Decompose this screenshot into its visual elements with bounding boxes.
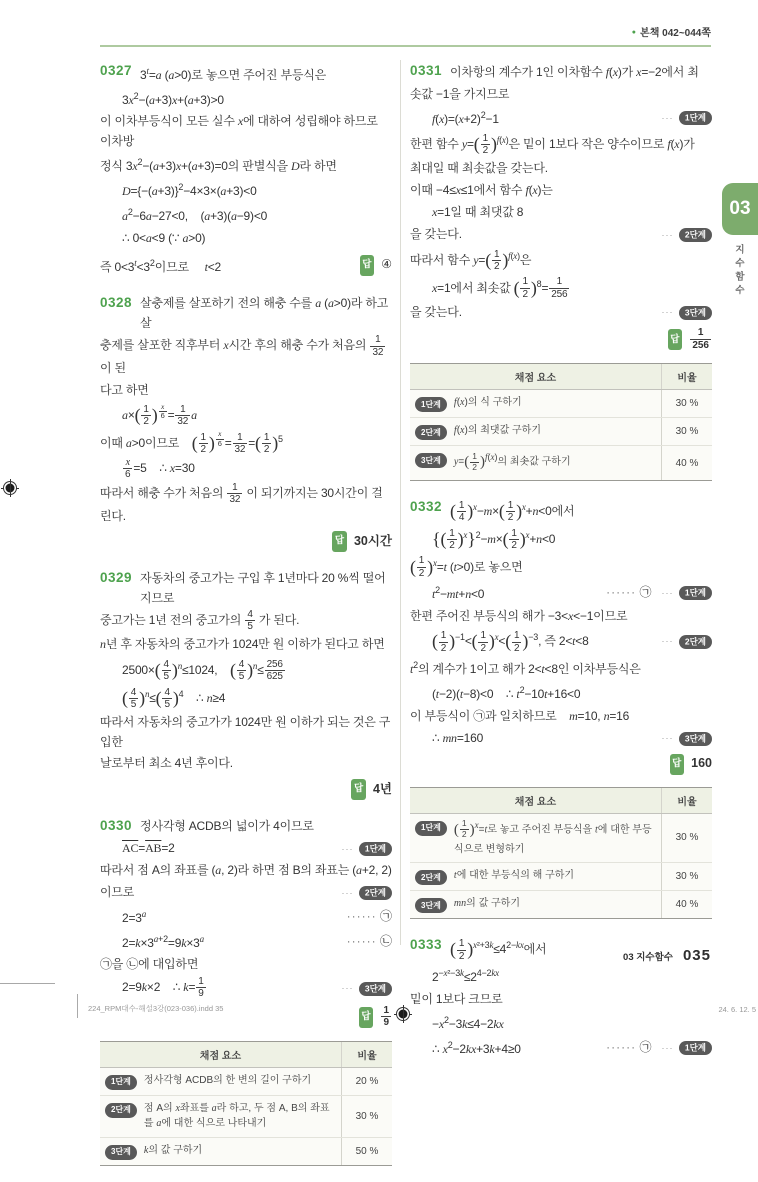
criteria-text: y=( $\frac{1}{2}$ )$^{f(x)}$의 최솟값 구하기 xyxy=(453,450,571,472)
solution-line xyxy=(100,334,392,378)
answer-line xyxy=(100,779,392,800)
solution-text: 2=9k×2 ∴ k= $\frac{1}{9}$ xyxy=(122,975,204,1000)
grading-table-row xyxy=(410,418,712,446)
header-note: 본책 042~044쪽 xyxy=(640,28,711,39)
solution-text: ∴ mn=160 xyxy=(432,730,484,745)
grading-table xyxy=(410,787,712,920)
solution-text: 날로부터 최소 4년 후이다. xyxy=(100,756,233,771)
line-annotation: ··· 2단계 xyxy=(656,224,713,245)
solution-text: x=1에서 최솟값 ( $\frac{1}{2}$ )$^8$= $\frac{1}{256}$ xyxy=(432,276,568,300)
solution-line xyxy=(100,61,392,85)
line-annotation: ······ ㉠ xyxy=(346,908,392,923)
solution-line xyxy=(410,963,712,987)
solution-line xyxy=(100,816,392,837)
solution-line xyxy=(100,860,392,881)
solution-text: 이 부등식이 ㉠과 일치하므로 m=10, n=16 xyxy=(410,708,630,723)
solution-line xyxy=(100,293,392,333)
solution-text: 솟값 −1을 가지므로 xyxy=(410,86,510,101)
solution-line xyxy=(410,680,712,704)
line-annotation: 답 $\frac{1}{9}$ xyxy=(353,1005,392,1029)
header-rule xyxy=(100,45,711,47)
stage-badge: 2단계 xyxy=(105,1103,137,1118)
chapter-tab-number: 03 xyxy=(729,198,751,219)
solution-text: 한편 주어진 부등식의 해가 −3<x<−1이므로 xyxy=(410,608,628,623)
solution-text: 따라서 해충 수가 처음의 $\frac{1}{32}$ 이 되기까지는 30시간이 걸린다. xyxy=(100,481,383,523)
solution-text: 이 이차부등식이 모든 실수 x에 대하여 성립해야 하므로 이차방 xyxy=(100,114,378,148)
criteria-text: f(x)의 식 구하기 xyxy=(453,397,522,409)
print-divider xyxy=(77,994,78,1018)
solution-line xyxy=(410,246,712,273)
solution-text: 을 갖는다. xyxy=(410,227,462,242)
solution-line xyxy=(410,497,712,524)
solution-line xyxy=(410,525,712,552)
grading-table-row xyxy=(410,891,712,918)
solution-line xyxy=(100,379,392,400)
grading-table-header xyxy=(100,1042,392,1068)
solution-text: 한편 함수 y=( $\frac{1}{2}$ )$^{f(x)}$은 밑이 1보다 작은 양수이므로 f(x)가 xyxy=(410,132,695,157)
footer-page-number: 035 xyxy=(682,947,711,964)
solution-text: $2=3^a$ xyxy=(122,908,147,925)
answer-line xyxy=(410,753,712,774)
solution-text: ( $\frac{1}{2}$ )$^x$=t (t>0)로 놓으면 xyxy=(410,555,523,579)
solution-text: ( $\frac{4}{5}$ )$^n$≤( $\frac{4}{5}$ )$^4$ ∴ n≥4 xyxy=(122,686,226,711)
bullet-icon: ● xyxy=(631,29,637,36)
line-annotation: 답 160 xyxy=(664,753,712,774)
solution-text: ( $\frac{1}{2}$ )$^{x^2+3k}\le 4^{2-kx}$에서 xyxy=(450,938,547,962)
answer-line xyxy=(100,531,392,552)
solution-line xyxy=(410,158,712,179)
solution-line xyxy=(410,1010,712,1034)
solution-text: 즉 $0<3^t<3^2$이므로 t<2 xyxy=(100,258,222,274)
problem-0327 xyxy=(100,61,392,277)
page-footer xyxy=(100,947,711,964)
solution-text: ㉠을 ㉡에 대입하면 xyxy=(100,957,199,972)
solution-text: 중고가는 1년 전의 중고가의 $\frac{4}{5}$ 가 된다. xyxy=(100,608,300,633)
solution-line xyxy=(410,61,712,82)
solution-text: ∴ 0<a<9 (∵ a>0) xyxy=(122,230,206,245)
registration-mark-left xyxy=(1,479,19,497)
criteria-text: mn의 값 구하기 xyxy=(453,898,520,910)
grading-table xyxy=(100,1041,392,1166)
stage-badge: 3단계 xyxy=(105,1145,137,1160)
solution-line xyxy=(100,202,392,226)
solution-line xyxy=(410,988,712,1009)
problem-number: 0327 xyxy=(100,63,133,78)
solution-text: 따라서 점 A의 좌표를 (a, 2)라 하면 점 B의 좌표는 (a+2, 2) xyxy=(100,863,392,878)
ratio-value: 30 % xyxy=(341,1096,392,1137)
ratio-value: 30 % xyxy=(661,390,712,417)
line-annotation: ··· 3단계 xyxy=(656,727,713,748)
solution-line xyxy=(100,656,392,683)
ratio-value: 30 % xyxy=(661,814,712,863)
problem-0328 xyxy=(100,293,392,552)
solution-line xyxy=(410,605,712,626)
solution-line xyxy=(410,1035,712,1059)
solution-text: (t−2)(t−8)<0 ∴ $t^2-10t+16<0$ xyxy=(432,685,581,702)
solution-line xyxy=(410,83,712,104)
stage-badge: 3단계 xyxy=(415,453,447,468)
solution-line xyxy=(410,627,712,654)
criteria-header: 채점 요소 xyxy=(514,373,557,385)
footer-chapter: 03 지수함수 xyxy=(623,952,673,963)
grading-table-row xyxy=(410,390,712,418)
line-annotation: ··· 1단계 xyxy=(336,838,393,859)
solution-text: ( $\frac{1}{2}$ )$^{-1}$<( $\frac{1}{2}$ )$^x$<( $\frac{1}{2}$ )$^{-3}$, 즉 2<t<8 xyxy=(432,630,589,654)
solution-line xyxy=(410,727,712,748)
solution-line xyxy=(410,130,712,157)
solution-text: $a^2-6a-27<0$, (a+3)(a−9)<0 xyxy=(122,207,268,223)
criteria-text: ( $\frac{1}{2}$ )$^x$=t로 놓고 주어진 부등식을 t에 대한 부등식으로 변형하기 xyxy=(453,817,652,855)
line-annotation: 답 4년 xyxy=(345,779,392,800)
solution-line xyxy=(410,553,712,580)
solution-text: $t^2$의 계수가 1이고 해가 2<t<8인 이차부등식은 xyxy=(410,660,641,677)
solution-text: 2500×( $\frac{4}{5}$ )$^n$≤1024, ( $\frac{4}{5}$ )$^n$≤ $\frac{256}{625}$ xyxy=(122,658,283,683)
ratio-value: 40 % xyxy=(661,891,712,918)
solution-text: a×( $\frac{1}{2}$ ) $^{\frac{x}{6}}$ = $\frac{1}{32}$ a xyxy=(122,401,197,428)
grading-table-header xyxy=(410,364,712,390)
solution-text: $\frac{x}{6}$ =5 ∴ x=30 xyxy=(125,456,195,481)
solution-text: 따라서 함수 y=( $\frac{1}{2}$ )$^{f(x)}$은 xyxy=(410,248,532,273)
criteria-header: 채점 요소 xyxy=(514,796,557,808)
problem-0329 xyxy=(100,568,392,800)
problem-number: 0330 xyxy=(100,817,133,833)
trim-mark xyxy=(0,983,55,984)
problem-number: 0332 xyxy=(410,498,443,514)
grading-table-row xyxy=(100,1068,392,1096)
grading-table-row xyxy=(410,446,712,479)
solution-line xyxy=(100,684,392,711)
solution-line xyxy=(100,111,392,151)
solution-line xyxy=(100,568,392,608)
solution-line xyxy=(100,86,392,110)
solution-text: $t^2-mt+n<0$ xyxy=(432,585,485,602)
solution-text: 정사각형 ACDB의 넓이가 4이므로 xyxy=(140,819,314,834)
line-annotation: ······ ㉠ ··· 1단계 xyxy=(600,1037,712,1058)
solution-text: $\overline{AC}=\overline{AB}=2$ xyxy=(122,841,175,856)
answer-line xyxy=(100,253,392,277)
solution-text: $-x^2-3k\le 4-2kx$ xyxy=(432,1015,504,1032)
ratio-value: 30 % xyxy=(661,863,712,890)
problem-0332 xyxy=(410,497,712,920)
solution-text: 이때 a>0이므로 ( $\frac{1}{2}$ ) $^{\frac{x}{6}}$ = $\frac{1}{32}$ =( $\frac{1}{2}$ )$^5$ xyxy=(100,429,283,456)
solution-text: 최대일 때 최솟값을 갖는다. xyxy=(410,161,548,176)
solution-text: 이때 −4≤x≤1에서 함수 f(x)는 xyxy=(410,183,553,198)
line-annotation: 답 $\frac{1}{256}$ xyxy=(662,327,712,351)
solution-line xyxy=(100,882,392,903)
stage-badge: 2단계 xyxy=(415,425,447,440)
grading-table-row xyxy=(100,1138,392,1165)
solution-text: $D=\{-(a+3)\}^2-4\times 3\times(a+3)<0$ xyxy=(122,182,257,198)
solution-text: 살충제를 살포하기 전의 해충 수를 a (a>0)라 하고 살 xyxy=(140,296,389,330)
criteria-text: 정사각형 ACDB의 한 변의 길이 구하기 xyxy=(143,1074,312,1086)
grading-table-row xyxy=(410,814,712,864)
grading-table xyxy=(410,363,712,480)
solution-text: ( $\frac{1}{4}$ )$^x$−m×( $\frac{1}{2}$ )$^x$+n<0에서 xyxy=(450,499,575,524)
solution-line xyxy=(410,274,712,301)
criteria-text: t에 대한 부등식의 해 구하기 xyxy=(453,870,575,882)
solution-text: 정식 $3x^2-(a+3)x+(a+3)=0$의 판별식을 D라 하면 xyxy=(100,157,337,173)
ratio-value: 40 % xyxy=(661,446,712,479)
right-column xyxy=(410,60,712,1075)
problem-number: 0328 xyxy=(100,295,133,310)
solution-text: $3^t=a$ (a>0)로 놓으면 주어진 부등식은 xyxy=(140,66,327,82)
solution-line xyxy=(100,634,392,655)
solution-text: 이므로 xyxy=(100,885,135,900)
solution-line xyxy=(100,712,392,752)
criteria-text: k의 값 구하기 xyxy=(143,1144,203,1156)
solution-text: 이차항의 계수가 1인 이차함수 f(x)가 x=−2에서 최 xyxy=(450,64,699,79)
solution-text: $3x^2-(a+3)x+(a+3)>0$ xyxy=(122,91,224,107)
solution-text: 밑이 1보다 크므로 xyxy=(410,991,503,1006)
criteria-text: 점 A의 x좌표를 a라 하고, 두 점 A, B의 좌표를 a에 대한 식으로 나타내기 xyxy=(143,1102,330,1130)
solution-line xyxy=(100,838,392,859)
solution-line xyxy=(100,401,392,428)
ratio-header: 비율 xyxy=(661,364,712,389)
solution-text: $2=k\times 3^{a+2}=9k\times 3^a$ xyxy=(122,933,204,950)
line-annotation: ··· 3단계 xyxy=(336,977,393,998)
solution-line xyxy=(100,177,392,201)
stage-badge: 1단계 xyxy=(415,821,447,836)
solution-line xyxy=(410,580,712,604)
grading-table-header xyxy=(410,788,712,814)
solution-line xyxy=(100,429,392,456)
stage-badge: 1단계 xyxy=(105,1075,137,1090)
solution-text: $2^{-x^2-3k}\le 2^{4-2kx}$ xyxy=(432,968,499,985)
problem-0331 xyxy=(410,61,712,481)
ratio-value: 50 % xyxy=(341,1138,392,1165)
line-annotation: ··· 2단계 xyxy=(656,630,713,651)
solution-line xyxy=(410,301,712,322)
grading-table-row xyxy=(100,1096,392,1138)
print-info-left: 224_RPM대수-해설3강(023-036).indd 35 xyxy=(88,1004,224,1013)
line-annotation: ······ ㉡ xyxy=(346,933,392,948)
solution-text: $f(x)=(x+2)^2-1$ xyxy=(432,110,499,126)
ratio-header: 비율 xyxy=(341,1042,392,1067)
problem-number: 0333 xyxy=(410,937,443,953)
stage-badge: 2단계 xyxy=(415,870,447,885)
print-info-right: 24. 6. 12. 5 xyxy=(718,1005,756,1014)
line-annotation: 답 30시간 xyxy=(326,531,392,552)
solution-line xyxy=(410,105,712,129)
solution-text: 다고 하면 xyxy=(100,382,149,397)
column-divider xyxy=(400,60,401,945)
solution-line xyxy=(410,705,712,726)
registration-mark-bottom xyxy=(394,1005,412,1023)
solution-line xyxy=(100,609,392,633)
solution-line xyxy=(100,227,392,248)
solution-line xyxy=(100,482,392,526)
problem-0330 xyxy=(100,816,392,1166)
solution-text: 을 갖는다. xyxy=(410,304,462,319)
chapter-tab-label: 지수함수 xyxy=(733,244,744,298)
solution-line xyxy=(100,976,392,1000)
solution-line xyxy=(410,224,712,245)
grading-table-row xyxy=(410,863,712,891)
solution-text: n년 후 자동차의 중고가가 1024만 원 이하가 된다고 하면 xyxy=(100,637,385,652)
problem-number: 0331 xyxy=(410,63,443,78)
solution-line xyxy=(100,457,392,481)
chapter-tab xyxy=(722,183,758,235)
solution-line xyxy=(100,904,392,928)
solution-text: 자동차의 중고가는 구입 후 1년마다 20 %씩 떨어지므로 xyxy=(140,570,386,605)
solution-line xyxy=(100,753,392,774)
line-annotation: ··· 3단계 xyxy=(656,301,713,322)
solution-text: {( $\frac{1}{2}$ )$^x$}$^2$−m×( $\frac{1}{2}$ )$^x$+n<0 xyxy=(432,527,556,552)
answer-line xyxy=(410,327,712,351)
line-annotation: ······ ㉠ ··· 1단계 xyxy=(600,582,712,603)
line-annotation: 답 ④ xyxy=(354,254,392,275)
line-annotation: ··· 2단계 xyxy=(336,882,393,903)
solution-line xyxy=(100,152,392,176)
criteria-header: 채점 요소 xyxy=(199,1050,242,1062)
solution-line xyxy=(410,655,712,679)
stage-badge: 3단계 xyxy=(415,898,447,913)
solution-text: ∴ $x^2-2kx+3k+4\ge 0$ xyxy=(432,1040,521,1057)
solution-text: 따라서 자동차의 중고가가 1024만 원 이하가 되는 것은 구입한 xyxy=(100,714,391,749)
criteria-text: f(x)의 최댓값 구하기 xyxy=(453,425,541,437)
solution-line xyxy=(410,180,712,201)
page-header xyxy=(100,24,711,39)
line-annotation: ··· 1단계 xyxy=(656,107,713,128)
ratio-value: 30 % xyxy=(661,418,712,445)
ratio-header: 비율 xyxy=(661,788,712,813)
problem-number: 0329 xyxy=(100,569,133,585)
ratio-value: 20 % xyxy=(341,1068,392,1095)
solution-text: 충제를 살포한 직후부터 x시간 후의 해충 수가 처음의 $\frac{1}{32}$ 이 된 xyxy=(100,334,384,375)
solution-line xyxy=(410,202,712,223)
stage-badge: 1단계 xyxy=(415,397,447,412)
solution-text: x=1일 때 최댓값 8 xyxy=(432,205,524,220)
